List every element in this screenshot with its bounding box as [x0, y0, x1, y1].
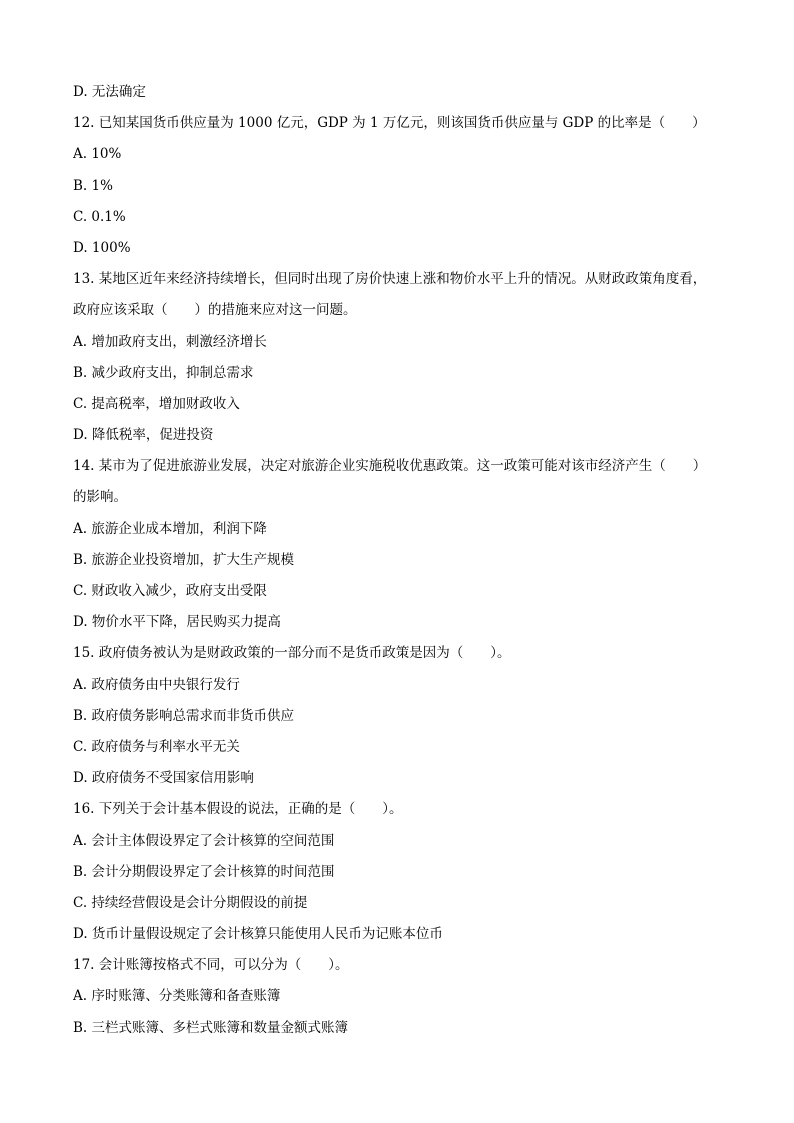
question-stem: 14. 某市为了促进旅游业发展，决定对旅游企业实施税收优惠政策。这一政策可能对该市经济产生（ ） — [73, 458, 707, 475]
option-line: A. 会计主体假设界定了会计核算的空间范围 — [73, 832, 335, 849]
question-stem: 13. 某地区近年来经济持续增长，但同时出现了房价快速上涨和物价水平上升的情况。从财政政策角度看， — [73, 271, 707, 288]
option-line: B. 政府债务影响总需求而非货币供应 — [73, 707, 295, 724]
option-line: D. 物价水平下降，居民购买力提高 — [73, 614, 281, 631]
option-line: D. 100% — [73, 239, 131, 256]
option-line: C. 0.1% — [73, 208, 126, 225]
option-line: C. 财政收入减少，政府支出受限 — [73, 583, 267, 599]
option-line: B. 1% — [73, 177, 113, 194]
question-stem-continued: 的影响。 — [73, 489, 127, 506]
option-line: B. 会计分期假设界定了会计核算的时间范围 — [73, 863, 335, 880]
question-stem-continued: 政府应该采取（ ）的措施来应对这一问题。 — [73, 302, 357, 319]
option-line: B. 减少政府支出，抑制总需求 — [73, 364, 254, 381]
question-stem: 17. 会计账簿按格式不同，可以分为（ ）。 — [73, 957, 349, 974]
option-line: A. 10% — [73, 146, 122, 163]
option-line: D. 无法确定 — [73, 84, 146, 100]
option-line: D. 降低税率，促进投资 — [73, 427, 214, 444]
option-line: D. 政府债务不受国家信用影响 — [73, 770, 254, 787]
option-line: B. 旅游企业投资增加，扩大生产规模 — [73, 551, 295, 568]
option-line: D. 货币计量假设规定了会计核算只能使用人民币为记账本位币 — [73, 926, 443, 943]
option-line: B. 三栏式账簿、多栏式账簿和数量金额式账簿 — [73, 1019, 349, 1036]
question-stem: 12. 已知某国货币供应量为 1000 亿元，GDP 为 1 万亿元，则该国货币供应量与 GDP 的比率是（ ） — [73, 115, 706, 132]
question-list — [73, 77, 733, 1044]
question-stem: 16. 下列关于会计基本假设的说法，正确的是（ ）。 — [73, 801, 403, 818]
option-line: A. 旅游企业成本增加，利润下降 — [73, 520, 267, 537]
option-line: C. 提高税率，增加财政收入 — [73, 395, 240, 412]
option-line: A. 政府债务由中央银行发行 — [73, 676, 240, 693]
option-line: A. 增加政府支出，刺激经济增长 — [73, 333, 267, 350]
option-line: A. 序时账簿、分类账簿和备查账簿 — [73, 988, 281, 1005]
question-stem: 15. 政府债务被认为是财政政策的一部分而不是货币政策是因为（ ）。 — [73, 645, 511, 662]
option-line: C. 持续经营假设是会计分期假设的前提 — [73, 894, 308, 911]
option-line: C. 政府债务与利率水平无关 — [73, 738, 240, 755]
